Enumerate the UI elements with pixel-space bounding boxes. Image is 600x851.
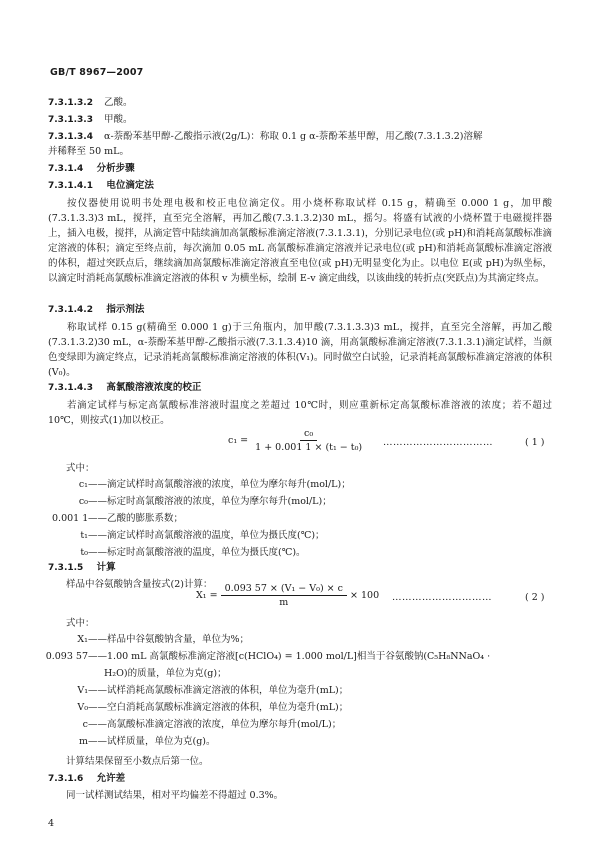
paragraph-concentration-correction: 若滴定试样与标定高氯酸标准溶液时温度之差超过 10℃时，则应重新标定高氯酸标准溶液的浓度；若不超过 10℃，则按式(1)加以校正。 [48,400,552,426]
heading-number: 7.3.1.6 [48,774,84,784]
equation-fraction [251,428,366,453]
heading-number: 7.3.1.4.3 [48,383,93,393]
equation-numerator: 0.093 57 × (V₁ − V₀) × c [221,583,347,596]
heading-concentration-correction [48,381,201,395]
equation-numerator: c₀ [300,428,317,441]
heading-number: 7.3.1.4.2 [48,305,93,315]
equation-lhs: c₁ = [228,435,249,446]
definition-symbol: t₁ [80,530,88,541]
definition-row [52,527,552,544]
definition-symbol: c [82,719,88,730]
definition-text: ——试样质量，单位为克(g)。 [88,736,216,747]
equation-denominator: m [279,597,289,608]
definition-row [32,665,552,682]
clause-number: 7.3.1.3.3 [48,115,93,125]
definition-symbol: V₀ [77,702,88,713]
page-number: 4 [48,818,55,829]
definition-symbol: 0.001 1 [52,513,89,524]
heading-text: 电位滴定法 [106,180,154,191]
definition-row [32,648,552,665]
heading-tolerance [48,772,125,786]
equation-fraction [221,583,347,608]
definition-row [32,733,552,750]
paragraph-tolerance: 同一试样测试结果，相对平均偏差不得超过 0.3%。 [66,790,284,801]
clause-number: 7.3.1.3.2 [48,98,93,108]
clause-text-continuation: 并稀释至 50 mL。 [48,146,129,157]
definition-symbol: t₀ [80,547,88,558]
clause-7-3-1-3-2 [48,96,133,110]
definition-text: H₂O)的质量，单位为克(g)； [104,668,227,679]
definition-symbol: 0.093 57 [45,651,88,662]
definition-text: ——标定时高氯酸溶液的温度，单位为摄氏度(℃)。 [88,547,306,558]
heading-indicator-method [48,303,144,317]
heading-text: 指示剂法 [106,304,145,315]
definition-text: ——标定时高氯酸溶液的浓度，单位为摩尔每升(mol/L)； [88,496,332,507]
definition-row [52,493,552,510]
definition-symbol: X₁ [77,634,88,645]
heading-number: 7.3.1.4.1 [48,181,93,191]
definition-text: ——高氯酸标准滴定溶液的浓度，单位为摩尔每升(mol/L)； [88,719,342,730]
equation-1 [228,428,366,453]
definition-row [52,544,552,561]
heading-text: 计算 [96,562,116,573]
definition-text: ——样品中谷氨酸钠含量，单位为%； [88,634,250,645]
clause-7-3-1-3-3 [48,113,133,127]
definition-text: ——1.00 mL 高氯酸标准滴定溶液[c(HClO₄) = 1.000 mol/L]相当于谷氨酸钠(C₅H₈NNaO₄ · [88,651,491,662]
calculation-intro: 样品中谷氨酸钠含量按式(2)计算： [66,579,213,590]
equation-number: ( 2 ) [525,592,545,603]
where-label: 式中： [66,618,95,629]
definition-row [52,510,552,527]
definition-symbol: c₁ [78,479,88,490]
definition-text: ——乙酸的膨胀系数； [88,513,184,524]
calculation-note: 计算结果保留至小数点后第一位。 [66,756,209,767]
standard-code: GB/T 8967—2007 [50,67,144,78]
definition-symbol: V₁ [77,685,88,696]
definition-text: ——滴定试样时高氯酸溶液的浓度，单位为摩尔每升(mol/L)； [88,479,351,490]
clause-text: α-萘酚苯基甲醇-乙酸指示液(2g/L)：称取 0.1 g α-萘酚苯基甲醇，用乙酸(7.3.1.3.2)溶解 [104,131,483,142]
heading-number: 7.3.1.4 [48,164,84,174]
definition-row [32,631,552,648]
equation-lhs: X₁ = [196,590,218,601]
definition-text: ——空白消耗高氯酸标准滴定溶液的体积，单位为毫升(mL)； [88,702,349,713]
equation-denominator: 1 + 0.001 1 × (t₁ − t₀) [255,442,363,453]
definition-symbol: m [78,736,88,747]
heading-text: 分析步骤 [96,163,135,174]
heading-text: 高氯酸溶液浓度的校正 [106,382,202,393]
definition-text: ——滴定试样时高氯酸溶液的温度，单位为摄氏度(℃)； [88,530,325,541]
definition-row [32,682,552,699]
clause-text: 甲酸。 [104,114,133,125]
definition-row [52,476,552,493]
heading-text: 允许差 [96,773,126,784]
definition-row [32,716,552,733]
definition-text: ——试样消耗高氯酸标准滴定溶液的体积，单位为毫升(mL)； [88,685,349,696]
definition-symbol: c₀ [78,496,88,507]
clause-7-3-1-3-4 [48,130,483,144]
equation-2 [196,583,379,608]
clause-text: 乙酸。 [104,97,133,108]
heading-potentiometric [48,179,154,193]
definition-row [32,699,552,716]
symbol-definitions-1 [52,476,552,561]
symbol-definitions-2 [32,631,552,750]
clause-number: 7.3.1.3.4 [48,132,93,142]
paragraph-indicator-method: 称取试样 0.15 g(精确至 0.000 1 g)于三角瓶内，加甲酸(7.3.1.3.3)3 mL，搅拌，直至完全溶解，再加乙酸(7.3.1.3.2)30 mL，α-萘酚苯基甲醇-乙酸指示液(7.3.1.3.4)10 滴，用高氯酸标准滴定溶液(7.3.1.3.1)滴定试样，当颜色变绿即为滴定终点，记录消耗高氯酸标准滴定溶液的体积(V₁)。同时做空白试验，记录消耗高氯酸标准滴定溶液的体积(V₀)。 [48,322,552,378]
where-label: 式中： [66,463,95,474]
paragraph-potentiometric: 按仪器使用说明书处理电极和校正电位滴定仪。用小烧杯称取试样 0.15 g，精确至 0.000 1 g，加甲酸(7.3.1.3.3)3 mL，搅拌，直至完全溶解，再加乙酸(7.3.1.3.2)30 mL，摇匀。将盛有试液的小烧杯置于电磁搅拌器上，插入电极，搅拌，从滴定管中陆续滴加高氯酸标准滴定溶液(7.3.1.3.1)，分别记录电位(或 pH)和消耗高氯酸标准滴定溶液的体积；滴定至终点前，每次滴加 0.05 mL 高氯酸标准滴定溶液并记录电位(或 pH)和消耗高氯酸标准滴定溶液的体积，超过突跃点后，继续滴加高氯酸标准滴定溶液直至电位(或 pH)无明显变化为止。以电位 E(或 pH)为纵坐标，以滴定时消耗高氯酸标准滴定溶液的体积 v 为横坐标，绘制 E-v 滴定曲线，以该曲线的转折点(突跃点)为其滴定终点。 [48,198,552,284]
heading-calculation [48,561,116,575]
equation-leader-dots: …………………………… [383,437,493,448]
equation-number: ( 1 ) [525,437,545,448]
equation-multiplier: × 100 [350,590,380,601]
heading-number: 7.3.1.5 [48,563,84,573]
heading-analysis-steps [48,162,135,176]
equation-leader-dots: ………………………… [392,592,492,603]
